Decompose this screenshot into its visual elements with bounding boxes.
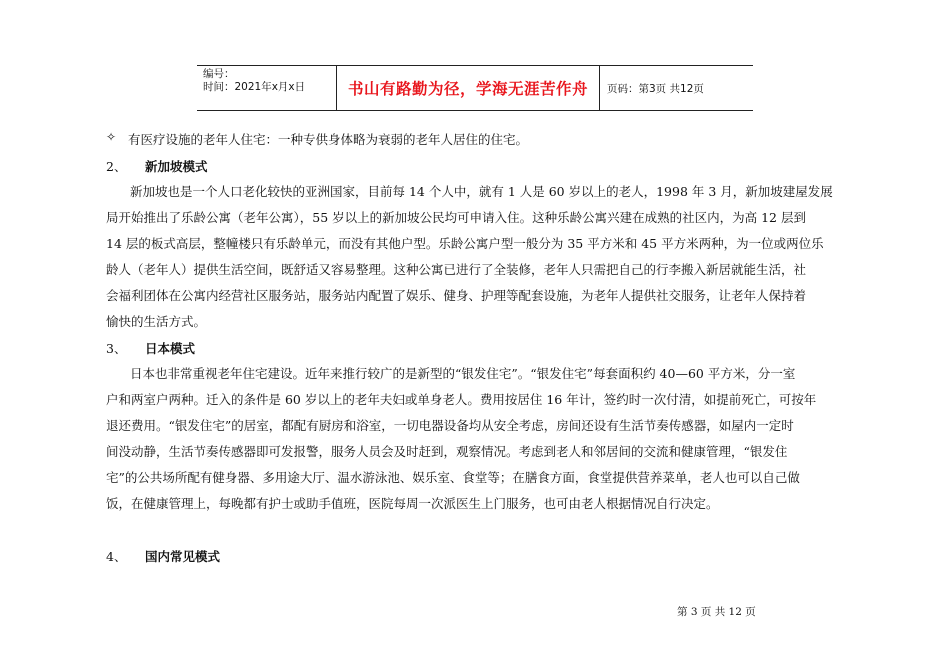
paragraph-line: 退还费用。“银发住宅”的居室，都配有厨房和浴室，一切电器设备均从安全考虑，房间还设有生活节奏传感器，如屋内一定时 xyxy=(106,418,794,433)
paragraph-line: 愉快的生活方式。 xyxy=(106,314,207,329)
paragraph-line: 饭，在健康管理上，每晚都有护士或助手值班，医院每周一次派医生上门服务，也可由老人根据情况自行决定。 xyxy=(106,496,719,511)
page-footer: 第 3 页 共 12 页 xyxy=(677,606,756,618)
header-time-label: 时间：2021年x月x日 xyxy=(203,81,306,93)
paragraph-line: 日本也非常重视老年住宅建设。近年来推行较广的是新型的“银发住宅”。“银发住宅”每套面积约 40—60 平方米，分一室 xyxy=(130,366,796,381)
paragraph-line: 会福利团体在公寓内经营社区服务站，服务站内配置了娱乐、健身、护理等配套设施，为老年人提供社交服务，让老年人保持着 xyxy=(106,288,807,303)
header-motto: 书山有路勤为径，学海无涯苦作舟 xyxy=(337,66,600,110)
bullet-item-text: 有医疗设施的老年人住宅：一种专供身体略为衰弱的老年人居住的住宅。 xyxy=(128,132,529,147)
section-title: 国内常见模式 xyxy=(145,549,221,564)
section-number: 3、 xyxy=(106,341,127,356)
paragraph-line: 间没动静，生活节奏传感器即可发报警，服务人员会及时赶到，观察情况。考虑到老人和邻居间的交流和健康管理，“银发住 xyxy=(106,444,788,459)
header-meta-cell xyxy=(197,66,337,110)
paragraph-line: 龄人（老年人）提供生活空间，既舒适又容易整理。这种公寓已进行了全装修，老年人只需把自己的行李搬入新居就能生活，社 xyxy=(106,262,807,277)
diamond-bullet-icon: ✧ xyxy=(106,130,117,144)
section-number: 2、 xyxy=(106,159,127,174)
paragraph-line: 宅”的公共场所配有健身器、多用途大厅、温水游泳池、娱乐室、食堂等；在膳食方面，食堂提供营养菜单，老人也可以自己做 xyxy=(106,470,800,485)
paragraph-line: 户和两室户两种。迁入的条件是 60 岁以上的老年夫妇或单身老人。费用按居住 16 年计，签约时一次付清，如提前死亡，可按年 xyxy=(106,392,817,407)
section-number: 4、 xyxy=(106,549,127,564)
paragraph-line: 局开始推出了乐龄公寓（老年公寓），55 岁以上的新加坡公民均可申请入住。这种乐龄公寓兴建在成熟的社区内，为高 12 层到 xyxy=(106,210,806,225)
header-page-info: 页码：第3页 共12页 xyxy=(607,82,704,95)
section-title: 日本模式 xyxy=(145,341,196,356)
header-number-label: 编号： xyxy=(203,68,235,80)
section-title: 新加坡模式 xyxy=(145,159,208,174)
paragraph-line: 新加坡也是一个人口老化较快的亚洲国家，目前每 14 个人中，就有 1 人是 60 岁以上的老人，1998 年 3 月，新加坡建屋发展 xyxy=(130,184,833,199)
paragraph-line: 14 层的板式高层，整幢楼只有乐龄单元，而没有其他户型。乐龄公寓户型一般分为 35 平方米和 45 平方米两种，为一位或两位乐 xyxy=(106,236,824,251)
page-header-table xyxy=(197,65,753,111)
